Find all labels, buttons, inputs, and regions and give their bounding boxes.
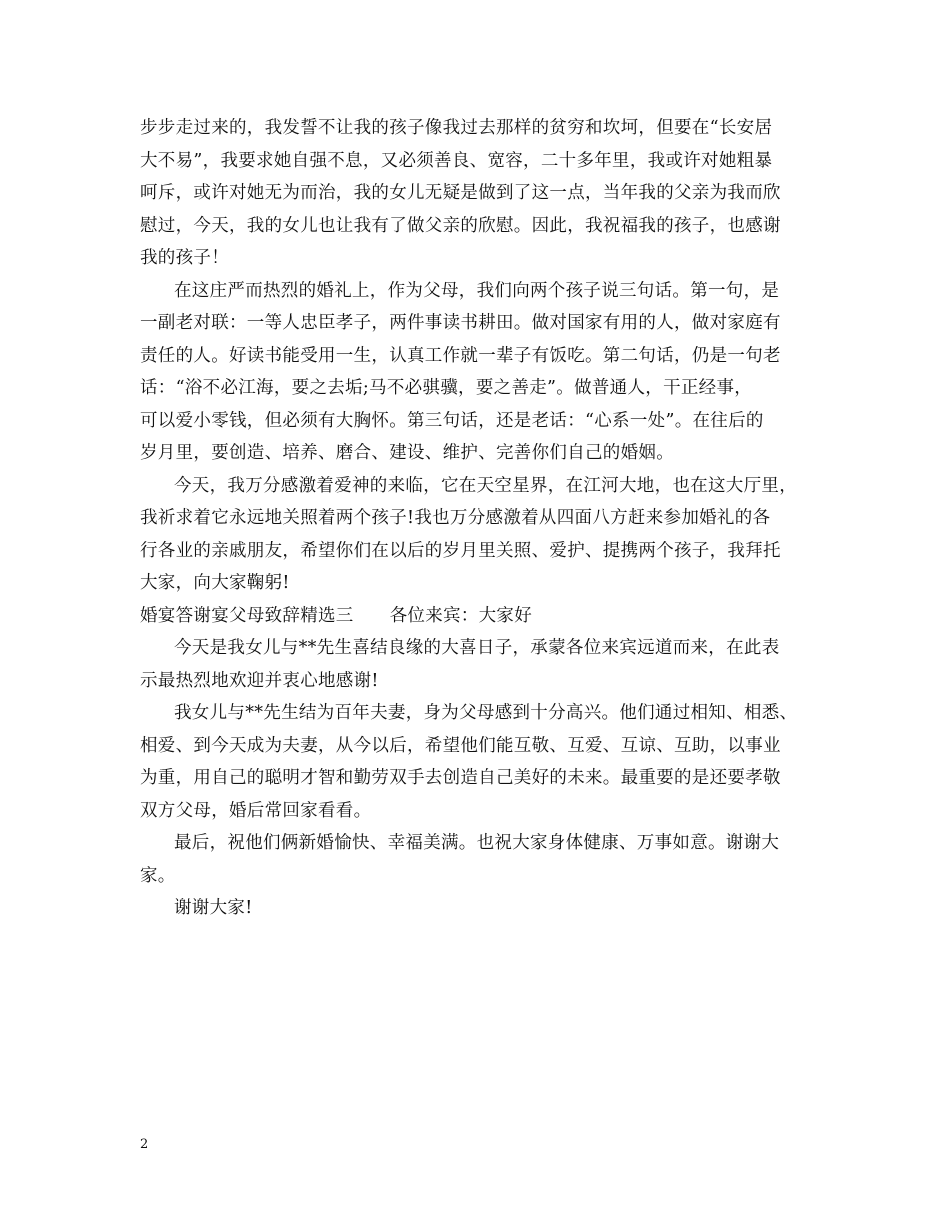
text-line: 今天是我女儿与**先生喜结良缘的大喜日子，承蒙各位来宾远道而来，在此表 [174,638,780,658]
text-line: 在这庄严而热烈的婚礼上，作为父母，我们向两个孩子说三句话。第一句，是 [174,280,780,301]
text-line: 家。 [140,865,176,886]
text-line: 相爱、到今天成为夫妻，从今以后，希望他们能互敬、互爱、互谅、互助，以事业 [140,735,781,756]
text-line: 话：“浴不必江海，要之去垢;马不必骐骥，要之善走”。做普通人，干正经事， [140,378,753,398]
text-line: 我的孩子！ [140,248,229,268]
text-line: 今天，我万分感激着爱神的来临，它在天空星界，在江河大地，也在这大厅里， [174,475,797,496]
text-line: 双方父母，婚后常回家看看。 [140,800,372,821]
page-number: 2 [140,1137,149,1152]
greeting: 各位来宾：大家好 [389,605,533,626]
text-line: 一副老对联：一等人忠臣孝子，两件事读书耕田。做对国家有用的人，做对家庭有 [140,313,781,333]
text-line: 谢谢大家! [174,898,253,918]
text-line: 我女儿与**先生结为百年夫妻，身为父母感到十分高兴。他们通过相知、相悉、 [174,703,798,723]
text-line: 大家，向大家鞠躬! [140,573,290,593]
text-line: 我祈求着它永远地关照着两个孩子!我也万分感激着从四面八方赶来参加婚礼的各 [140,508,771,528]
text-line: 步步走过来的，我发誓不让我的孩子像我过去那样的贫穷和坎坷，但要在“长安居 [140,118,773,138]
text-line: 责任的人。好读书能受用一生，认真工作就一辈子有饭吃。第二句话，仍是一句老 [140,345,781,366]
document-body [140,112,830,925]
paragraphs-after-heading [140,632,830,925]
text-line: 示最热烈地欢迎并衷心地感谢! [140,670,379,691]
section-heading: 婚宴答谢宴父母致辞精选三 [140,605,354,626]
text-line: 岁月里，要创造、培养、磨合、建设、维护、完善你们自己的婚姻。 [140,443,674,463]
section-heading-line [140,600,830,633]
text-line: 大不易”，我要求她自强不息，又必须善良、宽容，二十多年里，我或许对她粗暴 [140,150,773,171]
text-line: 最后，祝他们俩新婚愉快、幸福美满。也祝大家身体健康、万事如意。谢谢大 [174,833,780,853]
text-line: 行各业的亲戚朋友，希望你们在以后的岁月里关照、爱护、提携两个孩子，我拜托 [140,540,781,561]
text-line: 为重，用自己的聪明才智和勤劳双手去创造自己美好的未来。最重要的是还要孝敬 [140,768,781,788]
text-line: 可以爱小零钱，但必须有大胸怀。第三句话，还是老话：“心系一处”。在往后的 [140,410,764,431]
text-line: 呵斥，或许对她无为而治，我的女儿无疑是做到了这一点，当年我的父亲为我而欣 [140,183,781,203]
paragraphs-before-heading [140,112,830,600]
text-line: 慰过，今天，我的女儿也让我有了做父亲的欣慰。因此，我祝福我的孩子，也感谢 [140,215,781,236]
